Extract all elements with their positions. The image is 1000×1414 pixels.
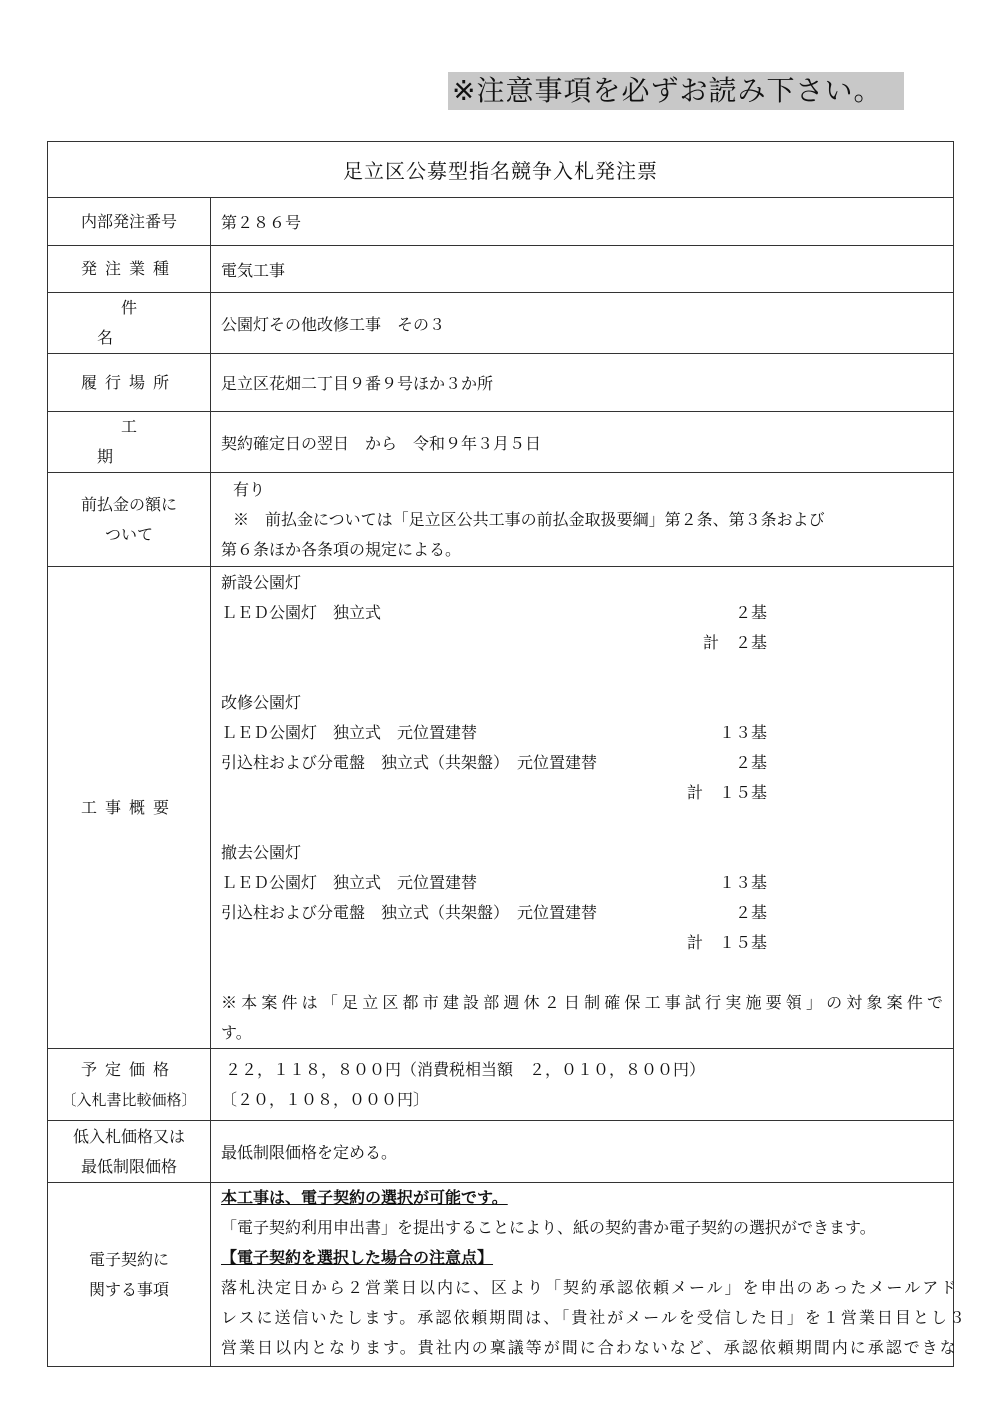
order-form-table — [47, 141, 967, 1367]
form-title: 足立区公募型指名競争入札発注票 — [48, 142, 954, 198]
period-label: 工期 — [48, 412, 211, 473]
price-line-2: 〔２０，１０８，０００円〕 — [221, 1089, 430, 1109]
overview-value — [211, 567, 954, 1049]
remove-heading: 撤去公園灯 — [221, 842, 302, 862]
advance-line-3: 第６条ほか各条項の規定による。 — [221, 539, 462, 559]
place-value: 足立区花畑二丁目９番９号ほか３か所 — [211, 354, 954, 412]
e-contract-value — [211, 1183, 967, 1367]
advance-line-2: ※ 前払金については「足立区公共工事の前払金取扱要綱」第２条、第３条および — [233, 509, 825, 529]
advance-line-1: 有り — [233, 479, 266, 499]
place-label: 履行場所 — [48, 354, 211, 412]
repair-total: 計 １５基 — [686, 782, 767, 802]
low-bid-label: 低入札価格又は 最低制限価格 — [48, 1121, 211, 1183]
e-contract-line-6: 営業日以内となります。貴社内の稟議等が間に合わないなど、承認依頼期間内に承認できな — [221, 1338, 958, 1357]
order-no-label: 内部発注番号 — [48, 198, 211, 246]
e-contract-line-4: 落札決定日から２営業日以内に、区より「契約承認依頼メール」を申出のあったメールアド — [221, 1278, 959, 1297]
price-line-1: ２２，１１８，８００円（消費税相当額 ２，０１０，８００円） — [225, 1059, 706, 1079]
remove-item-2: 引込柱および分電盤 独立式（共架盤） 元位置建替 ２基 — [221, 902, 767, 922]
category-label: 発注業種 — [48, 246, 211, 293]
low-bid-value: 最低制限価格を定める。 — [211, 1121, 954, 1183]
advance-label: 前払金の額に ついて — [48, 473, 211, 567]
remove-total: 計 １５基 — [686, 932, 767, 952]
repair-item-2: 引込柱および分電盤 独立式（共架盤） 元位置建替 ２基 — [221, 752, 767, 772]
new-heading: 新設公園灯 — [221, 572, 302, 592]
e-contract-line-5: レスに送信いたします。承認依頼期間は、「貴社がメールを受信した日」を１営業日目とし３ — [221, 1308, 967, 1327]
price-value — [211, 1049, 954, 1121]
notice-banner: ※注意事項を必ずお読み下さい。 — [448, 72, 904, 110]
remove-item-1: ＬＥＤ公園灯 独立式 元位置建替 １３基 — [221, 872, 767, 892]
overview-label: 工事概要 — [48, 567, 211, 1049]
e-contract-line-1: 本工事は、電子契約の選択が可能です。 — [221, 1188, 508, 1207]
name-label: 件名 — [48, 293, 211, 354]
e-contract-line-3: 【電子契約を選択した場合の注意点】 — [221, 1248, 494, 1267]
price-label: 予定価格 〔入札書比較価格〕 — [48, 1049, 211, 1121]
period-value: 契約確定日の翌日 から 令和９年３月５日 — [211, 412, 954, 473]
overview-note-line-1: ※本案件は「足立区都市建設部週休２日制確保工事試行実施要領」の対象案件で — [221, 992, 945, 1012]
e-contract-label: 電子契約に 関する事項 — [48, 1183, 211, 1367]
name-value: 公園灯その他改修工事 その３ — [211, 293, 954, 354]
advance-value — [211, 473, 954, 567]
new-total: 計 ２基 — [702, 632, 767, 652]
overview-note-line-2: す。 — [221, 1022, 252, 1042]
new-item-1: ＬＥＤ公園灯 独立式 ２基 — [221, 602, 767, 622]
order-no-value: 第２８６号 — [211, 198, 954, 246]
category-value: 電気工事 — [211, 246, 954, 293]
e-contract-line-2: 「電子契約利用申出書」を提出することにより、紙の契約書か電子契約の選択ができます。 — [221, 1218, 876, 1237]
repair-heading: 改修公園灯 — [221, 692, 302, 712]
repair-item-1: ＬＥＤ公園灯 独立式 元位置建替 １３基 — [221, 722, 767, 742]
